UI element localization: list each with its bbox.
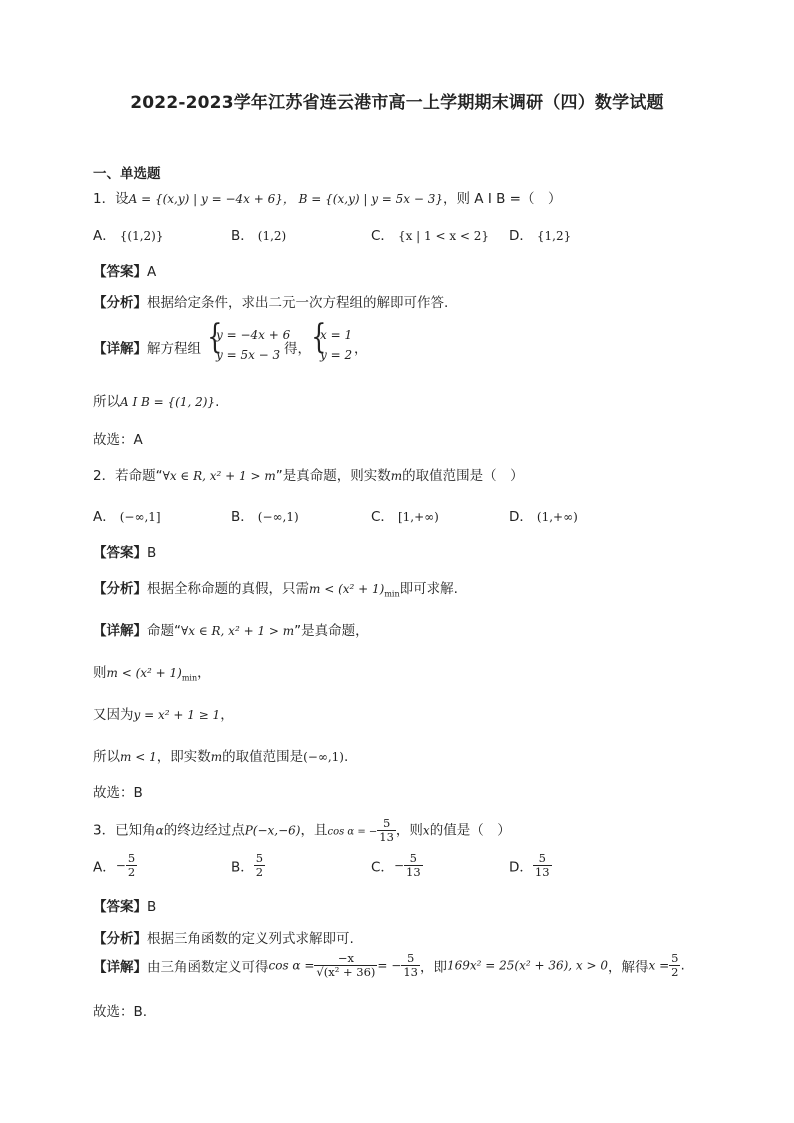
answer-label: 【答案】 <box>93 545 147 561</box>
q2-suffix: ”是真命题，则实数 <box>275 468 391 484</box>
denominator: 2 <box>127 865 136 879</box>
q3-option-b <box>231 852 265 879</box>
option-fraction <box>533 852 552 879</box>
option-label: D． <box>509 228 533 244</box>
option-text: (−∞,1] <box>119 510 161 524</box>
conclusion-mid2: 的取值范围是 <box>222 749 304 765</box>
numerator: 5 <box>533 852 552 866</box>
because-end: ， <box>220 707 234 723</box>
detail-eq: = − <box>377 958 402 973</box>
conclusion-range: (−∞,1) <box>303 750 344 764</box>
q3-option-d <box>509 852 552 879</box>
q3-detail <box>93 952 685 979</box>
detail-suffix: ”是真命题， <box>294 623 369 639</box>
q3-mid3: ，则 <box>395 822 423 839</box>
q2-detail <box>93 619 369 639</box>
conclusion-end: . <box>215 394 220 410</box>
q2-var: m <box>390 469 403 483</box>
analysis-text: 根据三角函数的定义列式求解即可. <box>147 931 354 947</box>
analysis-text: 根据给定条件，求出二元一次方程组的解即可作答. <box>147 295 449 311</box>
q1-sol-end: ， <box>354 341 368 357</box>
denominator: 13 <box>406 865 421 879</box>
because-math: y = x² + 1 ≥ 1 <box>133 708 221 722</box>
numerator: 5 <box>401 952 420 966</box>
detail-fraction-3 <box>669 952 680 979</box>
option-fraction <box>126 852 137 879</box>
detail-label: 【详解】 <box>93 623 147 639</box>
q3-cos: cos α = − <box>327 826 378 838</box>
q3-point: P(−x,−6) <box>244 823 301 838</box>
q2-stem <box>93 464 524 484</box>
q2-conclusion <box>93 745 348 765</box>
numerator: 5 <box>377 817 396 831</box>
detail-fraction-2 <box>401 952 420 979</box>
equation-2: y = 5x − 3 <box>216 348 281 362</box>
q1-option-b <box>231 224 286 244</box>
q3-prefix: 3．已知角 <box>93 822 156 839</box>
numerator: 5 <box>255 851 264 865</box>
then-sub: min <box>181 673 198 683</box>
option-fraction <box>404 852 423 879</box>
option-label: B． <box>231 509 254 525</box>
page-title: 2022-2023学年江苏省连云港市高一上学期期末调研（四）数学试题 <box>130 93 664 113</box>
q1-option-a <box>93 224 163 244</box>
option-text: (1,2) <box>257 229 287 243</box>
option-label: C． <box>371 228 394 244</box>
answer-label: 【答案】 <box>93 899 147 915</box>
detail-end: . <box>680 957 685 974</box>
q1-suffix: ，则 A I B =（ ） <box>443 191 562 207</box>
q2-option-c <box>371 505 439 525</box>
option-text: {x | 1 < x < 2} <box>397 229 490 243</box>
q2-answer <box>93 541 156 561</box>
numerator: −x <box>314 952 377 966</box>
q2-suffix2: 的取值范围是（ ） <box>402 468 524 484</box>
q2-option-a <box>93 505 161 525</box>
q1-prefix: 1．设 <box>93 191 129 207</box>
conclusion-prefix: 所以 <box>93 394 120 410</box>
q1-got: 得， <box>284 341 311 357</box>
option-label: C． <box>371 859 394 876</box>
option-label: B． <box>231 859 254 876</box>
detail-fraction <box>314 952 377 979</box>
denominator: 2 <box>671 965 679 979</box>
then-prefix: 则 <box>93 665 107 681</box>
analysis-prefix: 根据全称命题的真假，只需 <box>147 581 309 597</box>
denominator: 13 <box>379 830 394 844</box>
option-text: {1,2} <box>536 229 572 243</box>
option-fraction <box>254 852 265 879</box>
option-label: D． <box>509 509 533 525</box>
detail-x: x = <box>648 958 670 973</box>
option-text: (−∞,1) <box>257 510 299 524</box>
numerator: 5 <box>404 852 423 866</box>
q3-mid: 的终边经过点 <box>163 822 245 839</box>
detail-label: 【详解】 <box>93 959 147 976</box>
q3-option-a <box>93 852 137 879</box>
analysis-label: 【分析】 <box>93 931 147 947</box>
option-label: D． <box>509 859 533 876</box>
then-end: ， <box>197 665 211 681</box>
conclusion-math: m < 1 <box>120 750 157 764</box>
q1-equation-system <box>216 325 290 365</box>
equation-1: y = −4x + 6 <box>216 328 291 342</box>
solution-2: y = 2 <box>320 348 353 362</box>
analysis-math: m < (x² + 1) <box>309 582 385 596</box>
q3-choose: 故选：B. <box>93 1004 148 1020</box>
option-label: C． <box>371 509 394 525</box>
q1-option-d <box>509 224 571 244</box>
option-sign: − <box>115 858 126 873</box>
q1-conclusion <box>93 390 219 410</box>
q1-option-c <box>371 224 489 244</box>
q3-analysis <box>93 927 354 947</box>
q3-answer <box>93 895 156 915</box>
q2-prefix: 2．若命题“ <box>93 468 163 484</box>
answer-value: A <box>147 264 157 280</box>
denominator: 13 <box>534 865 550 879</box>
because-prefix: 又因为 <box>93 707 134 723</box>
detail-math: ∀x ∈ R, x² + 1 > m <box>181 624 295 638</box>
q3-fraction <box>377 817 396 844</box>
q3-var2: x <box>422 823 430 838</box>
conclusion-prefix: 所以 <box>93 749 120 765</box>
solution-1: x = 1 <box>320 328 353 342</box>
brace-icon: { <box>207 317 223 357</box>
q2-because <box>93 703 234 723</box>
q1-answer <box>93 260 156 280</box>
conclusion-end: . <box>343 749 349 765</box>
q3-var: α <box>155 823 164 838</box>
analysis-sub: min <box>384 589 400 599</box>
answer-value: B <box>147 545 157 561</box>
answer-value: B <box>147 899 157 915</box>
answer-label: 【答案】 <box>93 264 147 280</box>
then-math: m < (x² + 1) <box>106 666 182 680</box>
detail-mid2: ，解得 <box>608 959 649 976</box>
option-label: A． <box>93 859 116 876</box>
conclusion-var: m <box>210 750 223 764</box>
q1-math: A = {(x,y) | y = −4x + 6}， B = {(x,y) | y = 5x − 3} <box>128 192 444 206</box>
q1-analysis <box>93 291 448 311</box>
detail-text: 解方程组 <box>147 341 201 357</box>
section-heading: 一、单选题 <box>93 166 161 182</box>
q3-mid2: ，且 <box>300 822 328 839</box>
q3-option-c <box>371 852 423 879</box>
q2-choose: 故选：B <box>93 785 143 801</box>
q2-option-b <box>231 505 299 525</box>
brace-icon: { <box>311 317 327 357</box>
q2-option-d <box>509 505 578 525</box>
conclusion-math: A I B = {(1, 2)} <box>120 395 216 409</box>
q2-analysis <box>93 577 458 599</box>
option-text: (1,+∞) <box>536 510 578 524</box>
analysis-label: 【分析】 <box>93 295 147 311</box>
q1-detail <box>93 337 201 357</box>
analysis-label: 【分析】 <box>93 581 147 597</box>
q2-then <box>93 661 211 683</box>
detail-mid: ，即 <box>419 959 447 976</box>
option-text: [1,+∞) <box>397 510 439 524</box>
q3-stem <box>93 817 511 844</box>
denominator: √(x² + 36) <box>316 965 376 979</box>
detail-cos: cos α = <box>268 958 315 973</box>
detail-math: 169x² = 25(x² + 36), x > 0 <box>446 958 608 973</box>
option-text: {(1,2)} <box>119 229 164 243</box>
q1-solution <box>320 325 352 365</box>
q1-stem <box>93 187 561 207</box>
analysis-suffix: 即可求解. <box>399 581 458 597</box>
option-label: B． <box>231 228 254 244</box>
q3-suffix: 的值是（ ） <box>429 822 511 839</box>
detail-label: 【详解】 <box>93 341 147 357</box>
option-label: A． <box>93 228 116 244</box>
option-label: A． <box>93 509 116 525</box>
q2-math: ∀x ∈ R, x² + 1 > m <box>162 469 276 483</box>
detail-prefix: 由三角函数定义可得 <box>147 959 269 976</box>
denominator: 13 <box>403 965 418 979</box>
option-sign: − <box>393 858 404 873</box>
numerator: 5 <box>127 851 136 865</box>
conclusion-mid: ，即实数 <box>156 749 211 765</box>
q1-choose: 故选：A <box>93 432 143 448</box>
denominator: 2 <box>255 865 264 879</box>
numerator: 5 <box>671 951 679 965</box>
detail-prefix: 命题“ <box>147 623 181 639</box>
